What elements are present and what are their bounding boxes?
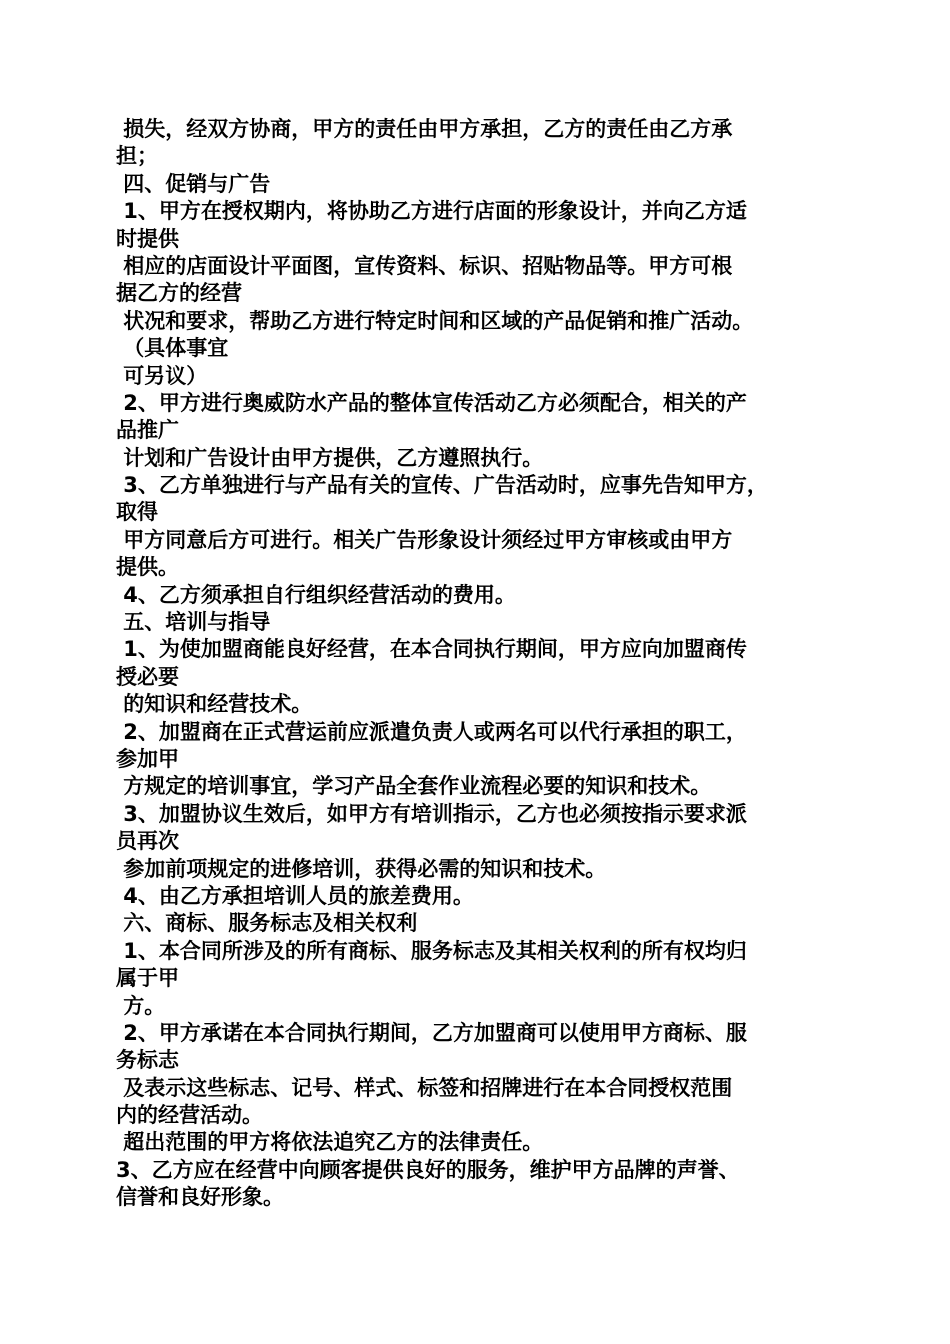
text-line: 授必要 [116, 664, 179, 689]
text-line: 相应的店面设计平面图，宣传资料、标识、招贴物品等。甲方可根 [116, 253, 733, 278]
text-line: 品推广 [116, 418, 179, 443]
text-line: 2、加盟商在正式营运前应派遣负责人或两名可以代行承担的职工， [116, 719, 747, 744]
text-line: 3、加盟协议生效后，如甲方有培训指示，乙方也必须按指示要求派 [116, 801, 747, 826]
text-line: 信誉和良好形象。 [116, 1185, 284, 1210]
text-line: 六、商标、服务标志及相关权利 [116, 911, 418, 936]
text-line: 甲方同意后方可进行。相关广告形象设计须经过甲方审核或由甲方 [116, 527, 733, 552]
text-line: 方规定的培训事宜，学习产品全套作业流程必要的知识和技术。 [116, 774, 712, 799]
text-line: 参加前项规定的进修培训，获得必需的知识和技术。 [116, 856, 607, 881]
text-line: 时提供 [116, 226, 179, 251]
text-line: 取得 [116, 500, 158, 525]
text-line: 方。 [116, 993, 166, 1018]
text-line: 4、乙方须承担自行组织经营活动的费用。 [116, 582, 516, 607]
text-line: 员再次 [116, 829, 179, 854]
document-body [116, 116, 846, 1212]
text-line: 参加甲 [116, 746, 179, 771]
text-line: 及表示这些标志、记号、样式、标签和招牌进行在本合同授权范围 [116, 1075, 733, 1100]
text-line: （具体事宜 [116, 336, 229, 361]
text-line: 四、促销与广告 [116, 171, 271, 196]
text-line: 3、乙方应在经营中向顾客提供良好的服务，维护甲方品牌的声誉、 [116, 1157, 740, 1182]
text-line: 损失，经双方协商，甲方的责任由甲方承担，乙方的责任由乙方承 [116, 117, 733, 141]
text-line: 内的经营活动。 [116, 1103, 263, 1128]
text-line: 2、甲方承诺在本合同执行期间，乙方加盟商可以使用甲方商标、服 [116, 1020, 747, 1045]
text-line: 计划和广告设计由甲方提供，乙方遵照执行。 [116, 445, 544, 470]
text-line: 2、甲方进行奥威防水产品的整体宣传活动乙方必须配合，相关的产 [116, 390, 747, 415]
text-line: 担； [116, 144, 158, 169]
text-line: 1、本合同所涉及的所有商标、服务标志及其相关权利的所有权均归 [116, 938, 747, 963]
text-line: 务标志 [116, 1048, 179, 1073]
text-line: 状况和要求，帮助乙方进行特定时间和区域的产品促销和推广活动。 [116, 308, 754, 333]
text-line: 1、甲方在授权期内，将协助乙方进行店面的形象设计，并向乙方适 [116, 199, 747, 224]
text-line: 3、乙方单独进行与产品有关的宣传、广告活动时，应事先告知甲方， [116, 473, 768, 498]
text-line: 属于甲 [116, 966, 179, 991]
text-line: 提供。 [116, 555, 179, 580]
text-line: 据乙方的经营 [116, 281, 242, 306]
text-line: 可另议） [116, 363, 208, 388]
text-line: 五、培训与指导 [116, 610, 271, 635]
text-line: 超出范围的甲方将依法追究乙方的法律责任。 [116, 1130, 544, 1155]
text-line: 1、为使加盟商能良好经营，在本合同执行期间，甲方应向加盟商传 [116, 637, 747, 662]
text-line: 4、由乙方承担培训人员的旅差费用。 [116, 883, 474, 908]
text-line: 的知识和经营技术。 [116, 692, 313, 717]
